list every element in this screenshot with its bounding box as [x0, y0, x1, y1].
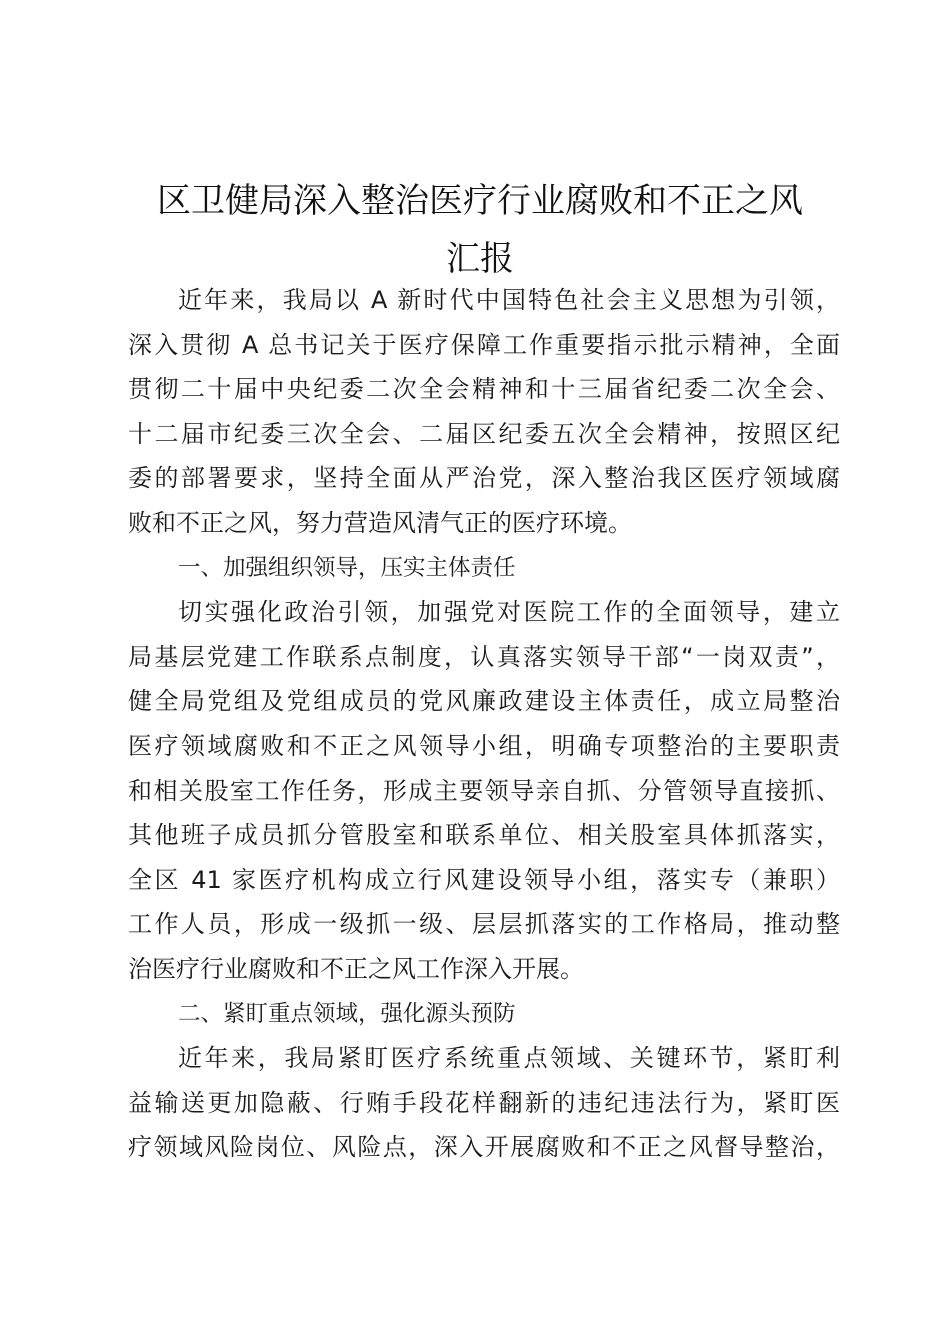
paragraph-line: 工作人员，形成一级抓一级、层层抓落实的工作格局，推动整 — [128, 910, 840, 939]
paragraph-line: 深入贯彻 A 总书记关于医疗保障工作重要指示批示精神，全面 — [128, 330, 840, 359]
document-title — [120, 172, 840, 288]
title-line-2: 汇报 — [446, 239, 514, 279]
paragraph-line: 局基层党建工作联系点制度，认真落实领导干部“一岗双责”， — [128, 642, 840, 671]
paragraph-line: 近年来，我局紧盯医疗系统重点领域、关键环节，紧盯利 — [178, 1044, 840, 1073]
paragraph-line: 贯彻二十届中央纪委二次全会精神和十三届省纪委二次全会、 — [128, 375, 840, 404]
paragraph-line: 疗领域风险岗位、风险点，深入开展腐败和不正之风督导整治， — [128, 1133, 840, 1162]
title-line-1: 区卫健局深入整治医疗行业腐败和不正之风 — [157, 181, 803, 221]
paragraph-line: 医疗领域腐败和不正之风领导小组，明确专项整治的主要职责 — [128, 731, 840, 760]
paragraph-line: 全区 41 家医疗机构成立行风建设领导小组，落实专（兼职） — [128, 865, 840, 894]
document-body — [128, 278, 840, 1170]
paragraph-line: 益输送更加隐蔽、行贿手段花样翻新的违纪违法行为，紧盯医 — [128, 1088, 840, 1117]
paragraph-line: 健全局党组及党组成员的党风廉政建设主体责任，成立局整治 — [128, 687, 840, 716]
paragraph-line: 败和不正之风，努力营造风清气正的医疗环境。 — [128, 508, 632, 537]
paragraph-line: 委的部署要求，坚持全面从严治党，深入整治我区医疗领域腐 — [128, 464, 840, 493]
paragraph-line: 近年来，我局以 A 新时代中国特色社会主义思想为引领， — [178, 286, 840, 314]
paragraph-line: 治医疗行业腐败和不正之风工作深入开展。 — [128, 954, 584, 983]
section-heading: 一、加强组织领导，压实主体责任 — [178, 554, 516, 581]
paragraph-line: 切实强化政治引领，加强党对医院工作的全面领导，建立 — [178, 598, 840, 627]
paragraph-line: 和相关股室工作任务，形成主要领导亲自抓、分管领导直接抓、 — [128, 776, 840, 805]
paragraph-line: 其他班子成员抓分管股室和联系单位、相关股室具体抓落实， — [128, 821, 840, 850]
section-heading: 二、紧盯重点领域，强化源头预防 — [178, 1000, 516, 1027]
paragraph-line: 十二届市纪委三次全会、二届区纪委五次全会精神，按照区纪 — [128, 419, 840, 448]
